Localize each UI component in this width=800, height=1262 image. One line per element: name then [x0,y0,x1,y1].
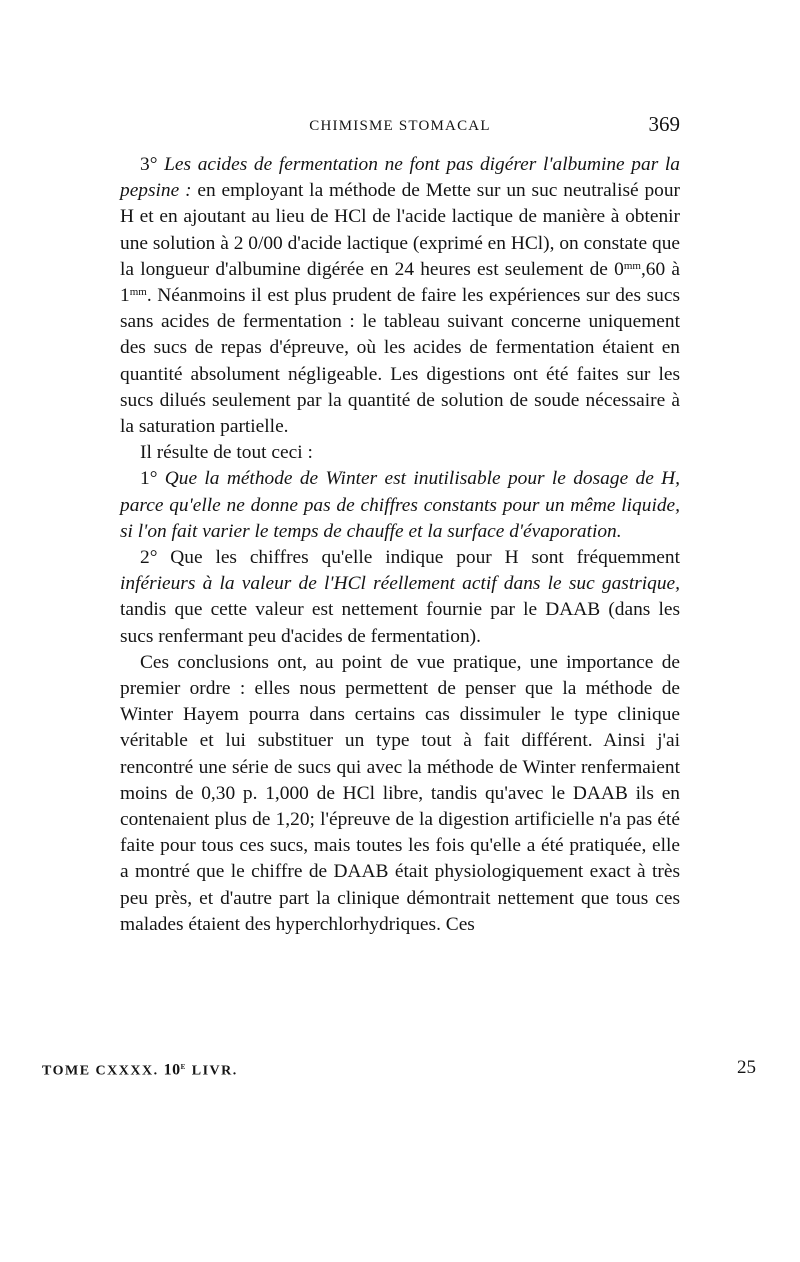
italic-heading: Les acides de fermentation ne font pas digérer l'albumine par la pepsine : [120,154,680,202]
italic-text: inférieurs à la valeur de l'HCl réellement actif dans le suc gastrique, [120,573,680,595]
livraison-number: 10 [163,1061,181,1079]
volume-signature [42,1061,238,1080]
paragraph-text: tandis que cette valeur est nettement fournie par le DAAB (dans les sucs renfermant peu d'acides de fermentation). [120,599,680,647]
livraison-superscript: e [180,1061,187,1072]
unit-superscript: mm [129,286,147,299]
paragraph-conclusion-2 [120,545,680,650]
page-number: 369 [648,112,680,136]
item-number: 2° [140,547,158,569]
body-text [120,152,680,938]
paragraph-text: en employant la méthode de Mette sur un suc neutralisé pour H et en ajoutant au lieu de HCl de l'acide lactique de manière à obtenir une solution à 2 0/00 d'acide lactique (exprimé en HCl), on constate que la longueur d'albumine digérée en 24 heures est seulement de 0 [120,180,680,280]
tome-label: TOME CXXXX. [42,1063,159,1079]
page-footer [42,1057,756,1081]
running-head [120,108,680,138]
unit-superscript: mm [623,259,641,272]
book-page [120,108,680,938]
paragraph-text: Que les chiffres qu'elle indique pour H sont fréquemment [170,547,680,569]
paragraph-text: . Néanmoins il est plus prudent de faire les expériences sur des sucs sans acides de fermentation : le tableau suivant concerne uniquement des sucs de repas d'épreuve, où les acides de fermentation étaient en quantité absolument négligeable. Les digestions ont été faites sur les sucs dilués seulement par la quantité de solution de soude nécessaire à la saturation partielle. [120,285,680,438]
item-number: 1° [140,468,158,490]
italic-text: Que la méthode de Winter est inutilisable pour le dosage de H, parce qu'elle ne donne pas de chiffres constants pour un même liquide, si l'on fait varier le temps de chauffe et la surface d'évaporation. [120,468,680,542]
item-number: 3° [140,154,158,175]
paragraph-text: ,60 à 1 [120,258,681,307]
paragraph-conclusion-1 [120,466,680,545]
paragraph-3-fermentation [120,152,680,440]
sheet-number: 25 [737,1057,756,1078]
paragraph-practical-conclusions: Ces conclusions ont, au point de vue pratique, une importance de premier ordre : elles nous permettent de penser que la méthode de Winter Hayem pourra dans certains cas dissimuler le type clinique véritable et lui substituer un type tout à fait différent. Ainsi j'ai rencontré une série de sucs qui avec la méthode de Winter renfermaient moins de 0,30 p. 1,000 de HCl libre, tandis qu'avec le DAAB ils en contenaient plus de 1,20; l'épreuve de la digestion artificielle n'a pas été faite pour tous ces sucs, mais toutes les fois qu'elle a été pratiquée, elle a montré que le chiffre de DAAB était physiologiquement exact à très peu près, et d'autre part la clinique démontrait nettement que tous ces malades étaient des hyperchlorhydriques. Ces [120,651,680,935]
paragraph-conclusion-intro: Il résulte de tout ceci : [140,442,313,464]
livraison-label: LIVR. [191,1063,238,1079]
running-title: CHIMISME STOMACAL [309,118,491,134]
